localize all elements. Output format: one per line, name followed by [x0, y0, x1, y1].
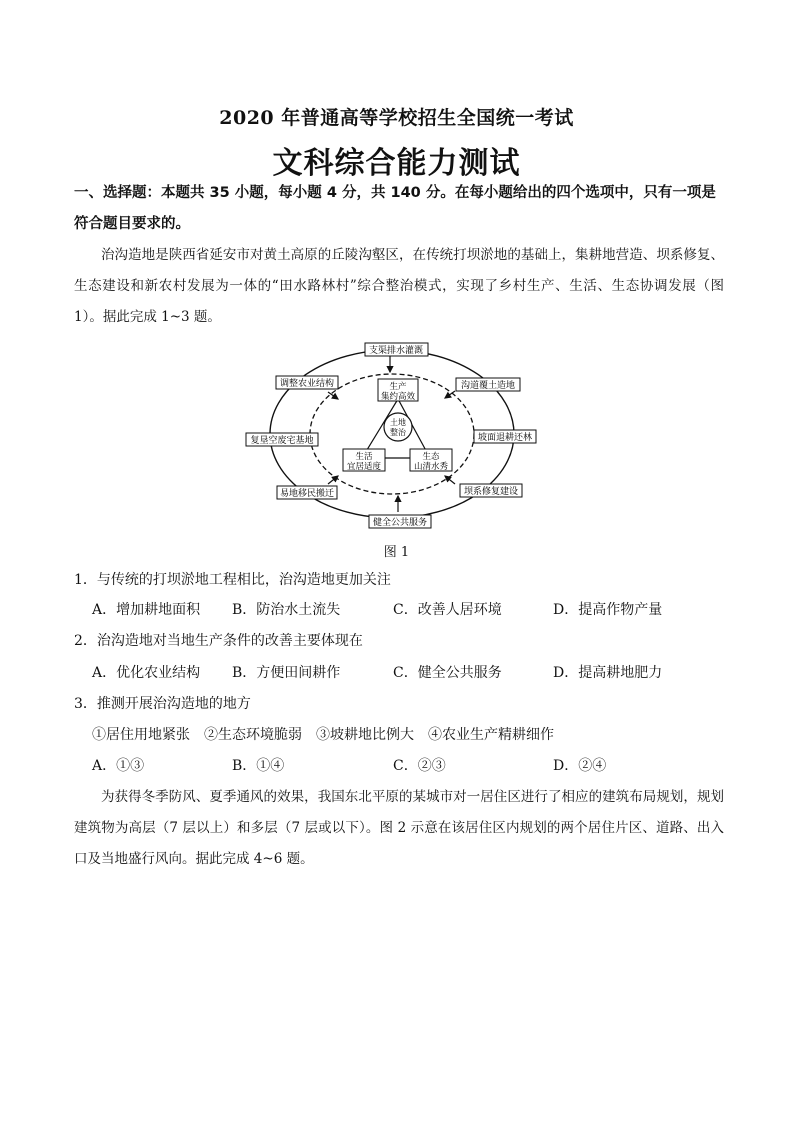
svg-text:易地移民搬迁: 易地移民搬迁 — [279, 489, 335, 499]
q1-option-a: A．增加耕地面积 — [92, 602, 201, 618]
question-3-number: 3． — [74, 696, 97, 712]
outer-box-7 — [276, 376, 338, 389]
q3-statements: ①居住用地紧张 ②生态环境脆弱 ③坡耕地比例大 ④农业生产精耕细作 — [92, 727, 554, 743]
living-box — [343, 449, 385, 472]
section-instructions: 一、选择题：本题共 35 小题，每小题 4 分，共 140 分。在每小题给出的四个选项中，只有一项是符合题目要求的。 — [74, 185, 716, 232]
passage-1: 治沟造地是陕西省延安市对黄土高原的丘陵沟壑区，在传统打坝淤地的基础上，集耕地营造、坝系修复、生态建设和新农村发展为一体的“田水路林村”综合整治模式，实现了乡村生产、生活、生态协调发展（图 1）。据此完成 1~3 题。 — [74, 247, 724, 325]
passage-2: 为获得冬季防风、夏季通风的效果，我国东北平原的某城市对一居住区进行了相应的建筑布局规划，规划建筑物为高层（7 层以上）和多层（7 层或以下）。图 2 示意在该居住区内规划的两个居住片区、道路、出入口及当地盛行风向。据此完成 4~6 题。 — [74, 789, 724, 867]
figure-1-diagram — [240, 336, 540, 536]
q2-option-b: B．方便田间耕作 — [232, 665, 341, 681]
svg-text:土地: 土地 — [390, 418, 406, 427]
production-box — [378, 379, 418, 402]
svg-text:山清水秀: 山清水秀 — [413, 462, 449, 472]
svg-text:集约高效: 集约高效 — [380, 392, 416, 402]
center-land-circle — [384, 413, 412, 441]
svg-text:宜居适度: 宜居适度 — [346, 462, 382, 472]
svg-text:复垦空废宅基地: 复垦空废宅基地 — [250, 436, 314, 446]
question-3 — [74, 694, 251, 714]
question-1-stem: 与传统的打坝淤地工程相比，治沟造地更加关注 — [96, 572, 391, 588]
question-3-stem: 推测开展治沟造地的地方 — [96, 696, 251, 712]
outer-box-1 — [456, 378, 520, 391]
svg-text:调整农业结构: 调整农业结构 — [279, 379, 335, 389]
q1-option-c: C．改善人居环境 — [393, 602, 502, 618]
q3-option-d: D．②④ — [553, 758, 607, 774]
question-1 — [74, 570, 391, 590]
svg-text:坡面退耕还林: 坡面退耕还林 — [477, 433, 533, 443]
outer-box-3 — [460, 484, 522, 497]
question-2-stem: 治沟造地对当地生产条件的改善主要体现在 — [96, 633, 363, 649]
q1-option-b: B．防治水土流失 — [232, 602, 341, 618]
question-2 — [74, 631, 363, 651]
q3-option-b: B．①④ — [232, 758, 285, 774]
exam-title: 2020 年普通高等学校招生全国统一考试 — [219, 107, 574, 129]
ecology-box — [410, 449, 452, 472]
svg-text:健全公共服务: 健全公共服务 — [372, 518, 428, 528]
svg-text:生活: 生活 — [355, 452, 373, 462]
exam-subtitle: 文科综合能力测试 — [272, 146, 521, 181]
q2-option-d: D．提高耕地肥力 — [553, 665, 663, 681]
q3-option-c: C．②③ — [393, 758, 446, 774]
svg-text:整治: 整治 — [390, 428, 406, 437]
svg-text:支渠排水灌溉: 支渠排水灌溉 — [368, 346, 424, 356]
q2-option-c: C．健全公共服务 — [393, 665, 502, 681]
svg-text:坝系修复建设: 坝系修复建设 — [463, 487, 519, 497]
question-2-number: 2． — [74, 633, 97, 649]
outer-box-2 — [474, 430, 536, 443]
outer-box-0 — [365, 343, 428, 356]
outer-box-4 — [369, 515, 431, 528]
question-1-number: 1． — [74, 572, 97, 588]
figure-1-caption: 图 1 — [383, 545, 410, 560]
outer-box-5 — [277, 486, 337, 499]
q1-option-d: D．提高作物产量 — [553, 602, 663, 618]
q3-option-a: A．①③ — [92, 758, 145, 774]
q2-option-a: A．优化农业结构 — [92, 665, 201, 681]
svg-text:生产: 生产 — [389, 382, 407, 392]
svg-text:沟道覆土造地: 沟道覆土造地 — [460, 381, 516, 391]
svg-text:生态: 生态 — [422, 452, 440, 462]
outer-box-6 — [246, 433, 318, 446]
